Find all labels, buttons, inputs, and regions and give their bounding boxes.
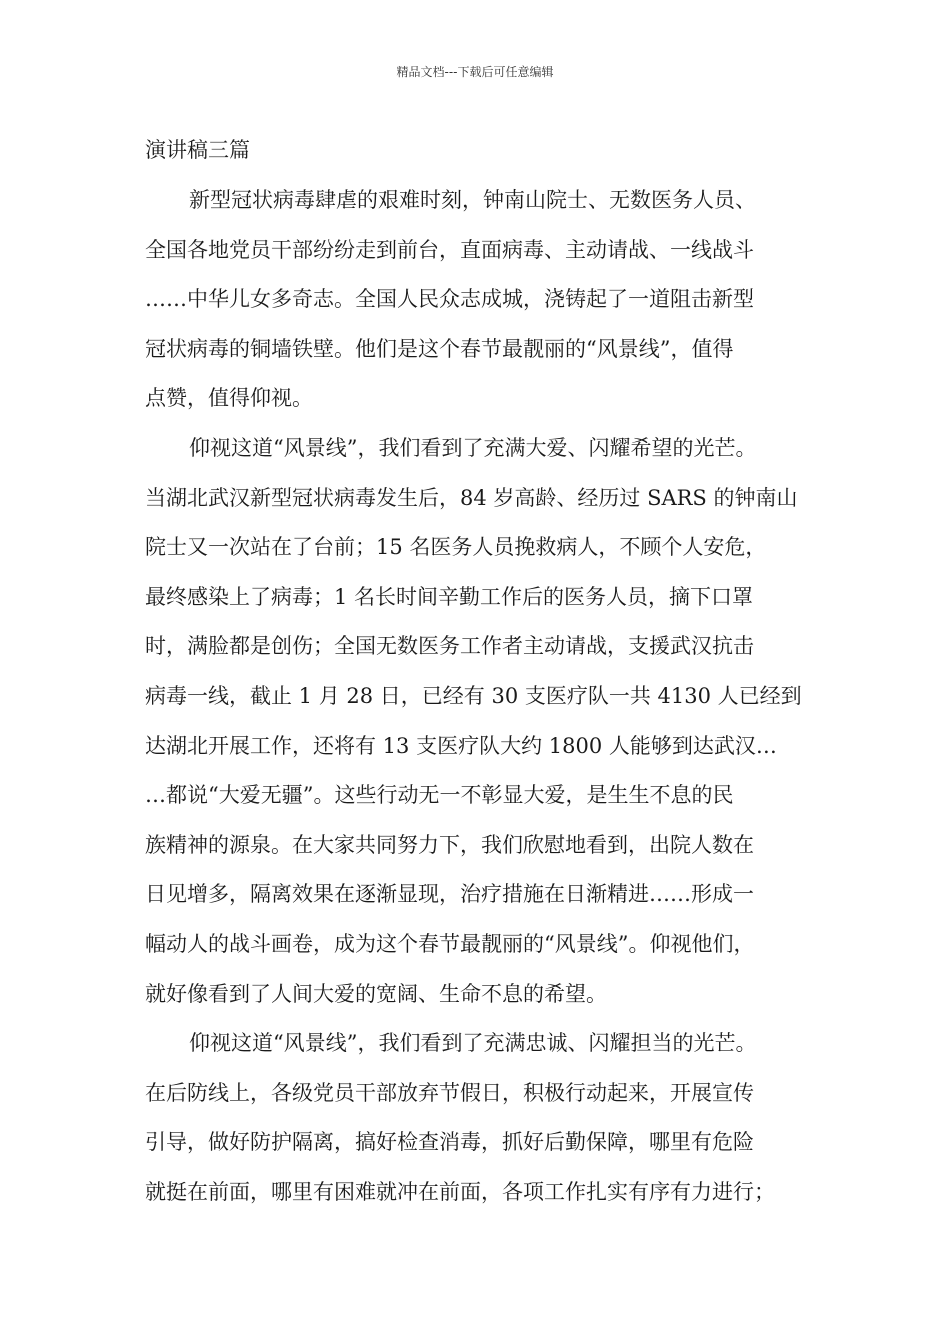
- paragraph-line: 族精神的源泉。在大家共同努力下，我们欣慰地看到，出院人数在: [145, 832, 754, 857]
- paragraph-line: 幅动人的战斗画卷，成为这个春节最靓丽的“风景线”。仰视他们，: [145, 931, 755, 956]
- paragraph-line: 院士又一次站在了台前；15 名医务人员挽救病人，不顾个人安危，: [145, 535, 767, 560]
- paragraph-line: 引导，做好防护隔离，搞好检查消毒，抓好后勤保障，哪里有危险: [145, 1130, 754, 1155]
- paragraph-line: 最终感染上了病毒；1 名长时间辛勤工作后的医务人员，摘下口罩: [145, 584, 754, 609]
- paragraph-line: 仰视这道“风景线”，我们看到了充满忠诚、闪耀担当的光芒。: [189, 1031, 757, 1056]
- paragraph-line: 在后防线上，各级党员干部放弃节假日，积极行动起来，开展宣传: [145, 1080, 754, 1105]
- paragraph-line: 全国各地党员干部纷纷走到前台，直面病毒、主动请战、一线战斗: [145, 237, 754, 262]
- page-header: 精品文档---下载后可任意编辑: [396, 65, 554, 79]
- paragraph-line: 点赞，值得仰视。: [145, 386, 313, 411]
- paragraph-line: 就好像看到了人间大爱的宽阔、生命不息的希望。: [145, 981, 607, 1006]
- paragraph-line: ……中华儿女多奇志。全国人民众志成城，浇铸起了一道阻击新型: [145, 287, 754, 312]
- paragraph-line: 日见增多，隔离效果在逐渐显现，治疗措施在日渐精进……形成一: [145, 882, 754, 907]
- paragraph-line: 冠状病毒的铜墙铁壁。他们是这个春节最靓丽的“风景线”，值得: [145, 336, 734, 361]
- paragraph-line: 达湖北开展工作，还将有 13 支医疗队大约 1800 人能够到达武汉…: [145, 733, 777, 758]
- document-body: [145, 184, 825, 1225]
- paragraph-line: 就挺在前面，哪里有困难就冲在前面，各项工作扎实有序有力进行；: [145, 1179, 775, 1204]
- paragraph-line: 新型冠状病毒肆虐的艰难时刻，钟南山院士、无数医务人员、: [189, 188, 756, 212]
- paragraph-line: 病毒一线，截止 1 月 28 日，已经有 30 支医疗队一共 4130 人已经到: [145, 683, 802, 708]
- paragraph-line: 仰视这道“风景线”，我们看到了充满大爱、闪耀希望的光芒。: [189, 435, 757, 460]
- document-title: 演讲稿三篇: [145, 138, 250, 162]
- paragraph-line: …都说“大爱无疆”。这些行动无一不彰显大爱，是生生不息的民: [145, 783, 734, 808]
- paragraph-line: 当湖北武汉新型冠状病毒发生后，84 岁高龄、经历过 SARS 的钟南山: [145, 485, 798, 510]
- paragraph-line: 时，满脸都是创伤；全国无数医务工作者主动请战，支援武汉抗击: [145, 634, 754, 659]
